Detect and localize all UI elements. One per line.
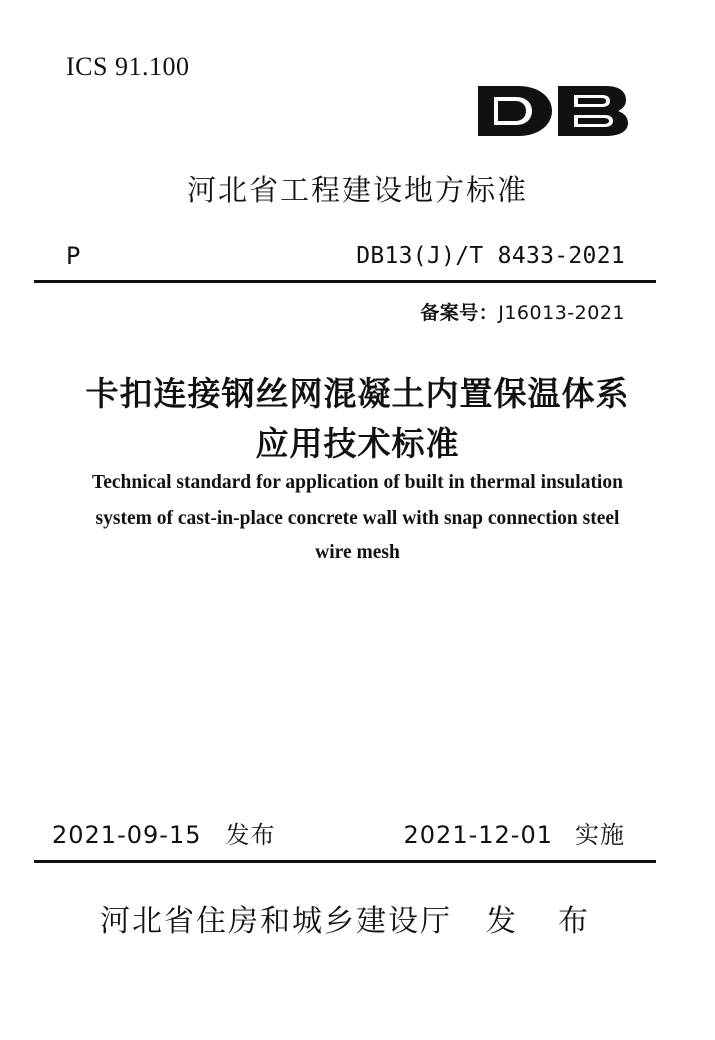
title-chinese-line-1: 卡扣连接钢丝网混凝土内置保温体系 [85,374,630,413]
record-number-label: 备案号： [420,302,499,324]
record-number-value: J16013-2021 [498,302,625,324]
db-logo-graphic [474,80,634,142]
issue-date: 2021-09-15 [52,821,202,849]
standard-authority-heading: 河北省工程建设地方标准 [186,173,528,207]
issue-label: 发布 [225,821,276,849]
issuer-name: 河北省住房和城乡建设厅 [100,904,452,939]
implementation-date: 2021-12-01 [403,821,553,849]
issuer-line [100,896,590,940]
ics-code: ICS 91.100 [66,52,190,81]
title-english-line-3: wire mesh [315,542,400,563]
title-english-line-2: system of cast-in-place concrete wall with snap connection steel [95,508,620,529]
title-chinese-line-2: 应用技术标准 [255,424,460,463]
title-english-line-1: Technical standard for application of built in thermal insulation [92,472,623,493]
issuer-action-2: 布 [558,904,590,939]
issue-date-block [52,815,275,850]
category-code: P [66,242,81,270]
implementation-date-block [404,815,625,850]
top-divider [34,280,656,283]
bottom-divider [34,860,656,863]
issuer-action-1: 发 [486,904,518,939]
implementation-label: 实施 [575,821,625,849]
standard-number: DB13(J)/T 8433-2021 [356,243,625,269]
record-number [420,298,625,325]
db-logo [474,80,634,142]
